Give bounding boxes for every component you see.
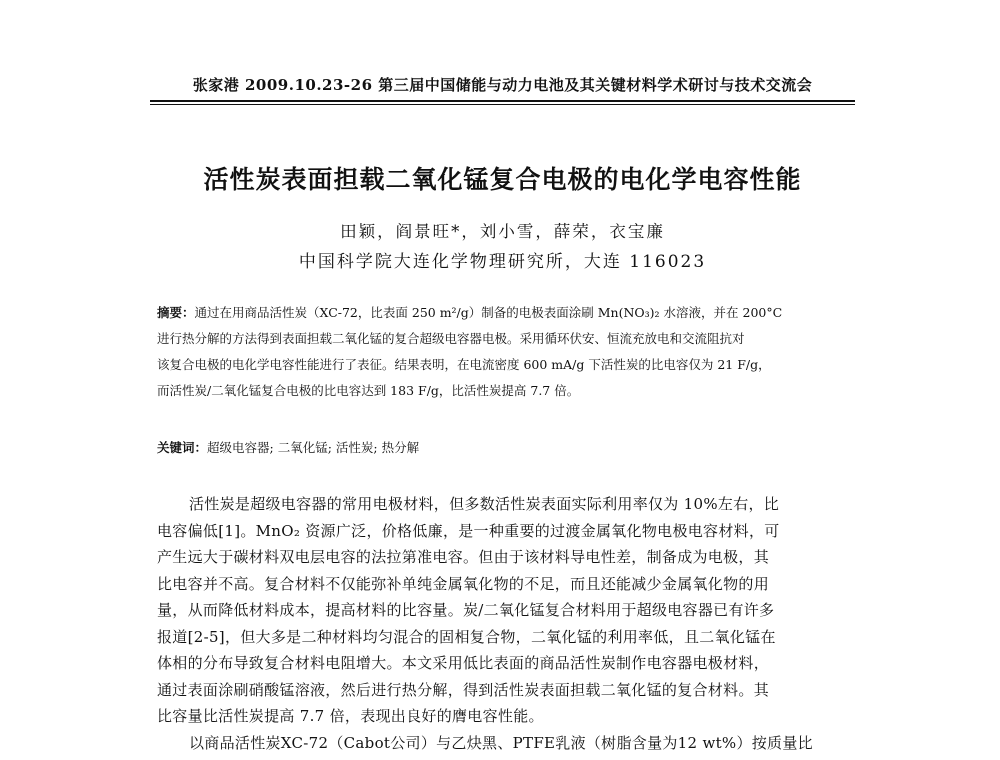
author-list: 田颖，阎景旺*，刘小雪，薛荣，衣宝廉 <box>340 222 665 241</box>
body-line: 产生远大于碳材料双电层电容的法拉第准电容。但由于该材料导电性差，制备成为电极，其 <box>157 548 770 566</box>
abstract-label: 摘要： <box>157 305 195 320</box>
body-line: 比电容并不高。复合材料不仅能弥补单纯金属氧化物的不足，而且还能减少金属氧化物的用 <box>157 574 770 593</box>
keywords <box>157 438 857 458</box>
body-text <box>157 491 857 756</box>
header-rule-thick <box>150 100 855 102</box>
body-line: 比容量比活性炭提高 7.7 倍，表现出良好的膺电容性能。 <box>157 707 544 725</box>
keywords-label: 关键词： <box>157 440 208 455</box>
abstract-line-2: 进行热分解的方法得到表面担载二氧化锰的复合超级电容器电极。采用循环伏安、恒流充放电和交流阻抗对 <box>157 331 745 346</box>
body-line: 以商品活性炭XC-72（Cabot公司）与乙炔黑、PTFE乳液（树脂含量为12 wt%）按质量比 <box>189 733 813 752</box>
body-line: 报道[2-5]，但大多是二种材料均匀混合的固相复合物，二氧化锰的利用率低，且二氧化锰在 <box>157 627 776 646</box>
affiliation: 中国科学院大连化学物理研究所，大连 116023 <box>298 252 707 272</box>
abstract-line-1: 摘要：通过在用商品活性炭（XC-72，比表面 250 m²/g）制备的电极表面涂刷 Mn(NO₃)₂ 水溶液，并在 200°C <box>157 305 783 320</box>
body-line: 通过表面涂刷硝酸锰溶液，然后进行热分解，得到活性炭表面担载二氧化锰的复合材料。其 <box>157 680 770 699</box>
header-rule-thin <box>150 104 855 105</box>
keywords-text: 超级电容器; 二氧化锰; 活性炭; 热分解 <box>207 440 420 455</box>
abstract-line-4: 而活性炭/二氧化锰复合电极的比电容达到 183 F/g，比活性炭提高 7.7 倍。 <box>157 383 580 398</box>
body-line: 活性炭是超级电容器的常用电极材料，但多数活性炭表面实际利用率仅为 10%左右，比 <box>189 495 780 513</box>
body-line: 体相的分布导致复合材料电阻增大。本文采用低比表面的商品活性炭制作电容器电极材料， <box>157 654 770 672</box>
conference-header: 张家港 2009.10.23-26 第三届中国储能与动力电池及其关键材料学术研讨与技术交流会 <box>192 76 813 94</box>
paper-title: 活性炭表面担载二氧化锰复合电极的电化学电容性能 <box>203 165 802 194</box>
abstract <box>157 300 857 404</box>
body-line: 量，从而降低材料成本，提高材料的比容量。炭/二氧化锰复合材料用于超级电容器已有许多 <box>157 601 775 619</box>
abstract-line-3: 该复合电极的电化学电容性能进行了表征。结果表明，在电流密度 600 mA/g 下活性炭的比电容仅为 21 F/g， <box>157 357 771 372</box>
body-line: 电容偏低[1]。MnO₂ 资源广泛，价格低廉，是一种重要的过渡金属氧化物电极电容材料，可 <box>157 521 780 540</box>
